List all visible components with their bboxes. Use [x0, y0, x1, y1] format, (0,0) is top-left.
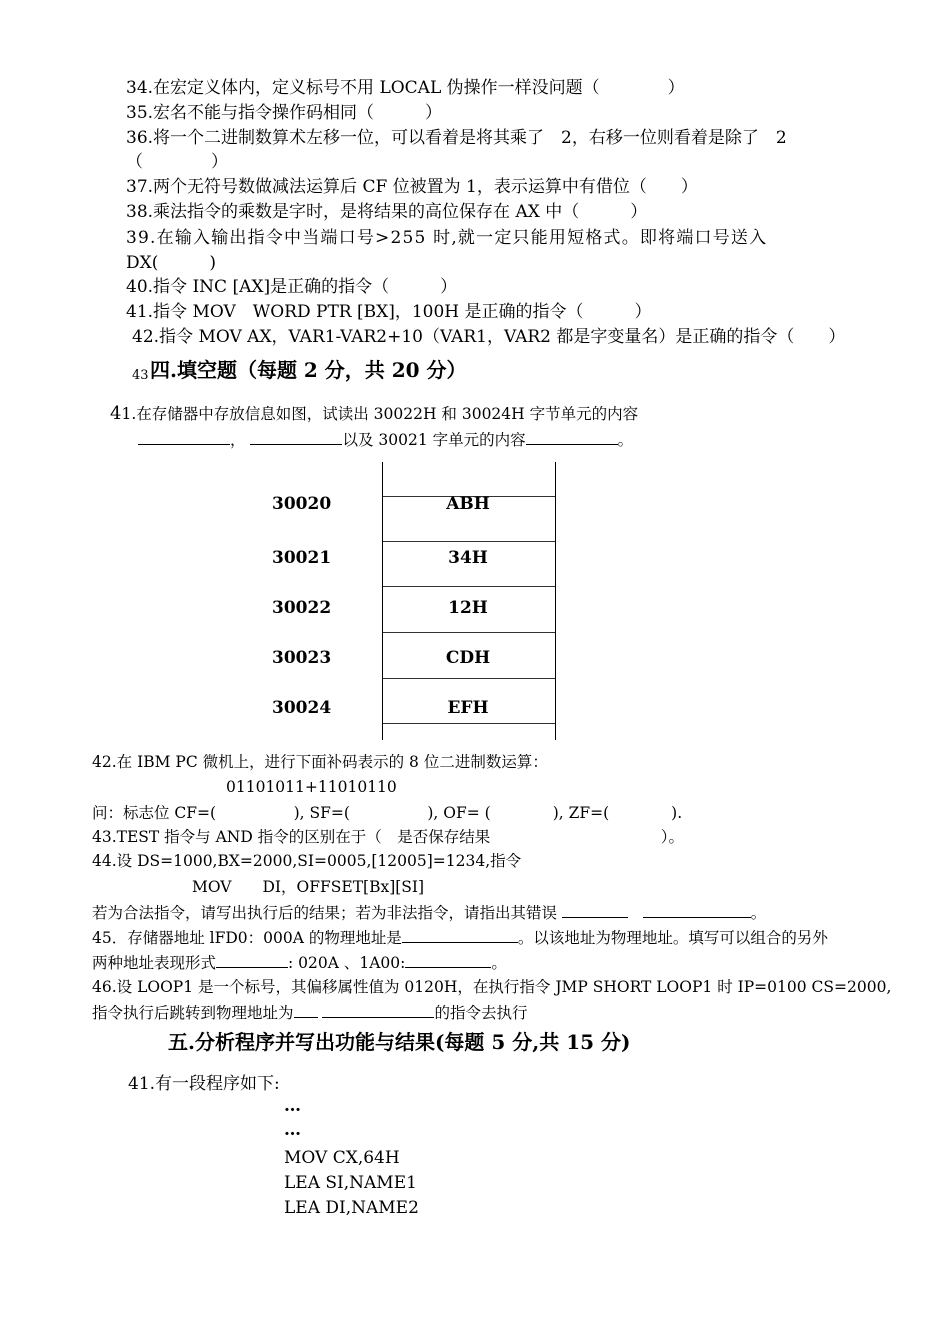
fill-q44-line3 [92, 902, 766, 923]
fill-q46-text1: 指令执行后跳转到物理地址为 [92, 1004, 294, 1022]
question-34: 34.在宏定义体内，定义标号不用 LOCAL 伪操作一样没问题（ ） [126, 78, 685, 98]
fill-q45-text1: 45．存储器地址 lFD0：000A 的物理地址是 [92, 929, 402, 947]
memory-value: 12H [448, 598, 488, 618]
fill-q43: 43.TEST 指令与 AND 指令的区别在于（ 是否保存结果 ）。 [92, 828, 684, 846]
memory-divider [383, 632, 555, 633]
fill-q45-text3: 两种地址表现形式 [92, 954, 217, 972]
code-line: MOV CX,64H [284, 1148, 400, 1168]
fill-q46-line1: 46.设 LOOP1 是一个标号，其偏移属性值为 0120H，在执行指令 JMP SHORT LOOP1 时 IP=0100 CS=2000, [92, 978, 892, 996]
memory-value: CDH [445, 648, 491, 668]
memory-divider [383, 678, 555, 679]
fill-q44-text: 若为合法指令，请写出执行后的结果；若为非法指令，请指出其错误 [92, 904, 558, 922]
code-line: LEA SI,NAME1 [284, 1173, 417, 1193]
section4-title: 四.填空题（每题 2 分，共 20 分） [150, 358, 467, 382]
period: 。 [750, 904, 767, 922]
question-37: 37.两个无符号数做减法运算后 CF 位被置为 1，表示运算中有借位（ ） [126, 177, 698, 197]
separator: ， [230, 431, 246, 449]
question-39-line2: DX( ) [126, 253, 216, 273]
code-line: LEA DI,NAME2 [284, 1198, 419, 1218]
answer-blank[interactable] [643, 902, 751, 918]
fill-q41-num: 4 [110, 403, 122, 424]
fill-q45-text2: 。以该地址为物理地址。填写可以组合的另外 [517, 929, 828, 947]
fill-q45-text4: : 020A 、1A00: [288, 954, 406, 972]
answer-blank[interactable] [216, 952, 288, 968]
period: 。 [491, 954, 507, 972]
fill-q42-expr: 01101011+11010110 [226, 778, 397, 796]
memory-address: 30020 [272, 494, 332, 514]
fill-q44-line2: MOV DI，OFFSET[Bx][SI] [192, 878, 425, 896]
answer-blank[interactable] [294, 1002, 318, 1018]
memory-divider [383, 586, 555, 587]
answer-blank[interactable] [526, 429, 618, 445]
fill-q46-text2: 的指令去执行 [434, 1004, 528, 1022]
answer-blank[interactable] [402, 927, 518, 943]
memory-address: 30023 [272, 648, 332, 668]
fill-q46-line2 [92, 1002, 527, 1023]
section5-title: 五.分析程序并写出功能与结果(每题 5 分,共 15 分) [168, 1030, 631, 1054]
memory-divider [383, 723, 555, 724]
fill-q41-line1 [110, 404, 638, 424]
memory-address: 30022 [272, 598, 332, 618]
question-39-line1: 39.在输入输出指令中当端口号>255 时,就一定只能用短格式。即将端口号送入 [126, 228, 768, 248]
answer-blank[interactable] [562, 902, 628, 918]
question-42: 42.指令 MOV AX，VAR1-VAR2+10（VAR1，VAR2 都是字变量名）是正确的指令（ ） [132, 327, 846, 347]
fill-q41-mid: 以及 30021 字单元的内容 [342, 431, 526, 449]
answer-blank[interactable] [322, 1002, 434, 1018]
memory-value: ABH [446, 494, 490, 514]
question-35: 35.宏名不能与指令操作码相同（ ） [126, 103, 443, 123]
question-41: 41.指令 MOV WORD PTR [BX]，100H 是正确的指令（ ） [126, 302, 652, 322]
question-40: 40.指令 INC [AX]是正确的指令（ ） [126, 277, 458, 297]
fill-q44-line1: 44.设 DS=1000,BX=2000,SI=0005,[12005]=1234,指令 [92, 852, 522, 870]
fill-q42-text: 42.在 IBM PC 微机上，进行下面补码表示的 8 位二进制数运算： [92, 753, 548, 771]
memory-divider [383, 541, 555, 542]
fill-q45-line2 [92, 952, 507, 973]
answer-blank[interactable] [250, 429, 342, 445]
answer-blank[interactable] [138, 429, 230, 445]
period: 。 [617, 431, 634, 449]
code-line: … [284, 1120, 301, 1140]
memory-value: EFH [447, 698, 489, 718]
fill-q42-flags: 问：标志位 CF=( ), SF=( ), OF= ( ), ZF=( ). [92, 804, 683, 822]
fill-q41-line2 [138, 429, 633, 450]
answer-blank[interactable] [405, 952, 491, 968]
question-36-line2: （ ） [126, 152, 228, 172]
code-line: … [284, 1096, 301, 1116]
memory-address: 30021 [272, 548, 332, 568]
question-36-line1: 36.将一个二进制数算术左移一位，可以看着是将其乘了 2，右移一位则看着是除了 2 [126, 128, 787, 148]
fill-q45-line1 [92, 927, 828, 948]
fill-q41-text: 1.在存储器中存放信息如图，试读出 30022H 和 30024H 字节单元的内容 [121, 405, 639, 423]
question-38: 38.乘法指令的乘数是字时，是将结果的高位保存在 AX 中（ ） [126, 202, 648, 222]
memory-value: 34H [448, 548, 488, 568]
memory-address: 30024 [272, 698, 332, 718]
program-q41-text: 41.有一段程序如下: [128, 1074, 280, 1094]
section4-number: 43 [132, 368, 149, 383]
